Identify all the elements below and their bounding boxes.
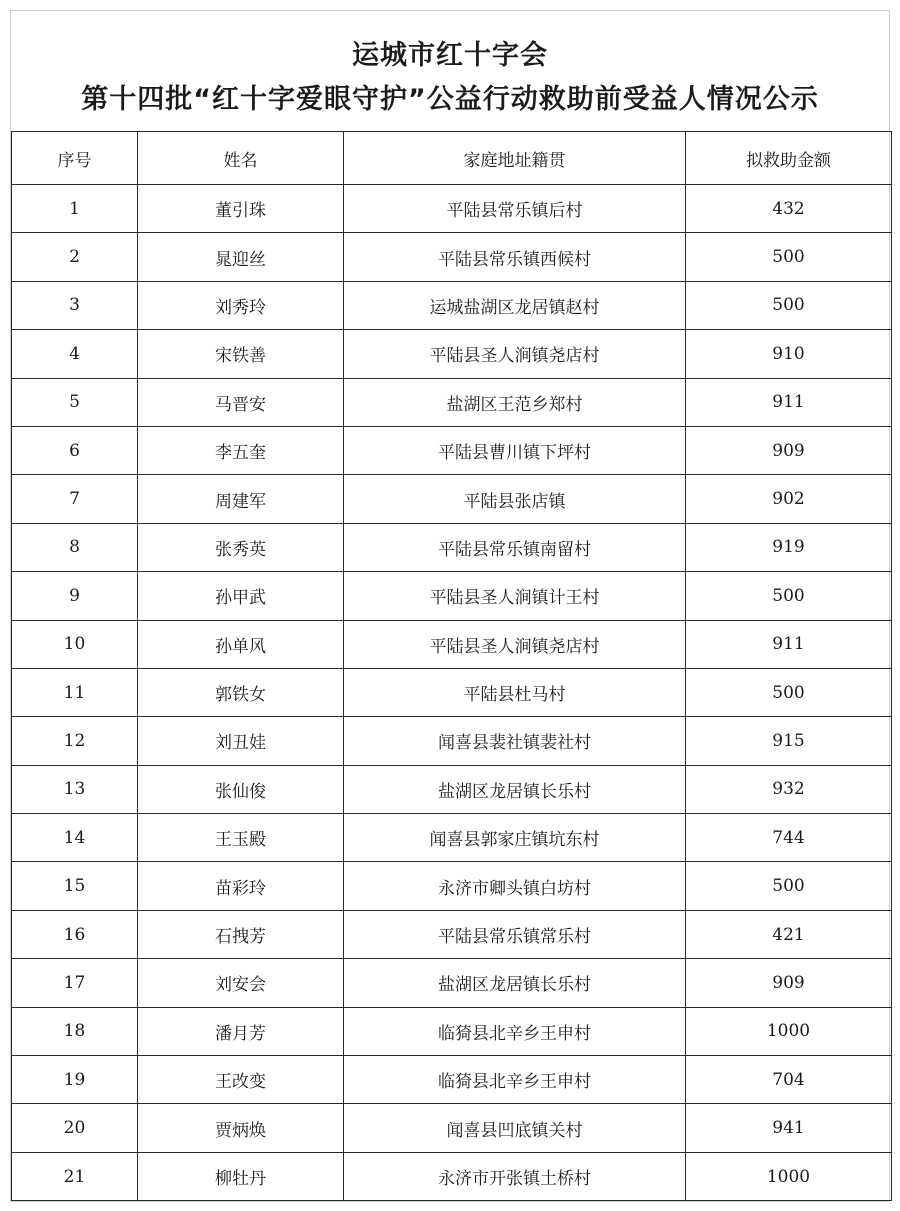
cell-name: 柳牡丹 <box>138 1152 344 1200</box>
cell-amount: 941 <box>686 1104 892 1152</box>
cell-address: 闻喜县凹底镇关村 <box>344 1104 686 1152</box>
cell-amount: 1000 <box>686 1007 892 1055</box>
table-row <box>12 185 892 233</box>
cell-amount: 919 <box>686 523 892 571</box>
cell-address: 临猗县北辛乡王申村 <box>344 1007 686 1055</box>
cell-index: 8 <box>12 523 138 571</box>
table-row <box>12 717 892 765</box>
table-row <box>12 475 892 523</box>
cell-name: 张仙俊 <box>138 765 344 813</box>
cell-name: 孙甲武 <box>138 572 344 620</box>
cell-name: 宋铁善 <box>138 330 344 378</box>
header-address: 家庭地址籍贯 <box>344 132 686 185</box>
cell-address: 平陆县常乐镇常乐村 <box>344 910 686 958</box>
cell-address: 平陆县圣人涧镇计王村 <box>344 572 686 620</box>
cell-index: 13 <box>12 765 138 813</box>
cell-name: 孙单风 <box>138 620 344 668</box>
cell-index: 10 <box>12 620 138 668</box>
table-row <box>12 910 892 958</box>
cell-address: 盐湖区龙居镇长乐村 <box>344 765 686 813</box>
cell-index: 12 <box>12 717 138 765</box>
beneficiary-table <box>11 131 892 1201</box>
cell-index: 16 <box>12 910 138 958</box>
cell-name: 周建军 <box>138 475 344 523</box>
table-row <box>12 1104 892 1152</box>
cell-address: 闻喜县郭家庄镇坑东村 <box>344 814 686 862</box>
table-row <box>12 378 892 426</box>
cell-index: 17 <box>12 959 138 1007</box>
cell-name: 张秀英 <box>138 523 344 571</box>
cell-amount: 911 <box>686 620 892 668</box>
table-row <box>12 426 892 474</box>
cell-address: 平陆县圣人涧镇尧店村 <box>344 330 686 378</box>
cell-index: 15 <box>12 862 138 910</box>
cell-amount: 421 <box>686 910 892 958</box>
cell-name: 马晋安 <box>138 378 344 426</box>
cell-address: 永济市卿头镇白坊村 <box>344 862 686 910</box>
cell-address: 永济市开张镇土桥村 <box>344 1152 686 1200</box>
cell-amount: 910 <box>686 330 892 378</box>
cell-amount: 432 <box>686 185 892 233</box>
table-row <box>12 572 892 620</box>
cell-index: 19 <box>12 1056 138 1104</box>
cell-name: 郭铁女 <box>138 668 344 716</box>
cell-amount: 500 <box>686 233 892 281</box>
cell-amount: 500 <box>686 862 892 910</box>
cell-amount: 915 <box>686 717 892 765</box>
cell-address: 闻喜县裴社镇裴社村 <box>344 717 686 765</box>
table-row <box>12 1056 892 1104</box>
cell-address: 平陆县常乐镇后村 <box>344 185 686 233</box>
cell-index: 3 <box>12 281 138 329</box>
table-row <box>12 1007 892 1055</box>
cell-amount: 500 <box>686 668 892 716</box>
table-row <box>12 620 892 668</box>
cell-index: 14 <box>12 814 138 862</box>
cell-name: 刘丑娃 <box>138 717 344 765</box>
cell-name: 王玉殿 <box>138 814 344 862</box>
table-row <box>12 814 892 862</box>
cell-amount: 1000 <box>686 1152 892 1200</box>
header-amount: 拟救助金额 <box>686 132 892 185</box>
cell-address: 平陆县圣人涧镇尧店村 <box>344 620 686 668</box>
table-row <box>12 668 892 716</box>
cell-name: 贾炳焕 <box>138 1104 344 1152</box>
table-row <box>12 1152 892 1200</box>
cell-amount: 909 <box>686 959 892 1007</box>
table-row <box>12 765 892 813</box>
cell-index: 5 <box>12 378 138 426</box>
title-block <box>11 11 889 131</box>
cell-amount: 902 <box>686 475 892 523</box>
cell-index: 2 <box>12 233 138 281</box>
cell-index: 20 <box>12 1104 138 1152</box>
header-index: 序号 <box>12 132 138 185</box>
cell-name: 苗彩玲 <box>138 862 344 910</box>
cell-name: 石拽芳 <box>138 910 344 958</box>
cell-address: 盐湖区龙居镇长乐村 <box>344 959 686 1007</box>
cell-name: 王改变 <box>138 1056 344 1104</box>
table-header-row <box>12 132 892 185</box>
cell-index: 18 <box>12 1007 138 1055</box>
cell-name: 刘安会 <box>138 959 344 1007</box>
cell-name: 董引珠 <box>138 185 344 233</box>
cell-index: 11 <box>12 668 138 716</box>
table-row <box>12 233 892 281</box>
cell-address: 平陆县张店镇 <box>344 475 686 523</box>
cell-amount: 500 <box>686 572 892 620</box>
cell-index: 1 <box>12 185 138 233</box>
table-row <box>12 330 892 378</box>
cell-address: 临猗县北辛乡王申村 <box>344 1056 686 1104</box>
cell-address: 平陆县杜马村 <box>344 668 686 716</box>
cell-address: 平陆县常乐镇西候村 <box>344 233 686 281</box>
cell-index: 21 <box>12 1152 138 1200</box>
cell-name: 晁迎丝 <box>138 233 344 281</box>
cell-amount: 704 <box>686 1056 892 1104</box>
cell-amount: 911 <box>686 378 892 426</box>
cell-index: 9 <box>12 572 138 620</box>
cell-amount: 909 <box>686 426 892 474</box>
table-row <box>12 281 892 329</box>
cell-address: 平陆县常乐镇南留村 <box>344 523 686 571</box>
table-body <box>12 185 892 1201</box>
table-row <box>12 959 892 1007</box>
cell-address: 盐湖区王范乡郑村 <box>344 378 686 426</box>
title-organization: 运城市红十字会 <box>352 40 548 71</box>
table-row <box>12 523 892 571</box>
cell-address: 平陆县曹川镇下坪村 <box>344 426 686 474</box>
document-sheet <box>10 10 890 1202</box>
cell-address: 运城盐湖区龙居镇赵村 <box>344 281 686 329</box>
cell-name: 李五奎 <box>138 426 344 474</box>
cell-index: 4 <box>12 330 138 378</box>
cell-name: 潘月芳 <box>138 1007 344 1055</box>
cell-amount: 932 <box>686 765 892 813</box>
cell-index: 6 <box>12 426 138 474</box>
cell-index: 7 <box>12 475 138 523</box>
title-announcement: 第十四批“红十字爱眼守护”公益行动救助前受益人情况公示 <box>81 84 819 115</box>
cell-amount: 500 <box>686 281 892 329</box>
header-name: 姓名 <box>138 132 344 185</box>
cell-amount: 744 <box>686 814 892 862</box>
table-row <box>12 862 892 910</box>
cell-name: 刘秀玲 <box>138 281 344 329</box>
